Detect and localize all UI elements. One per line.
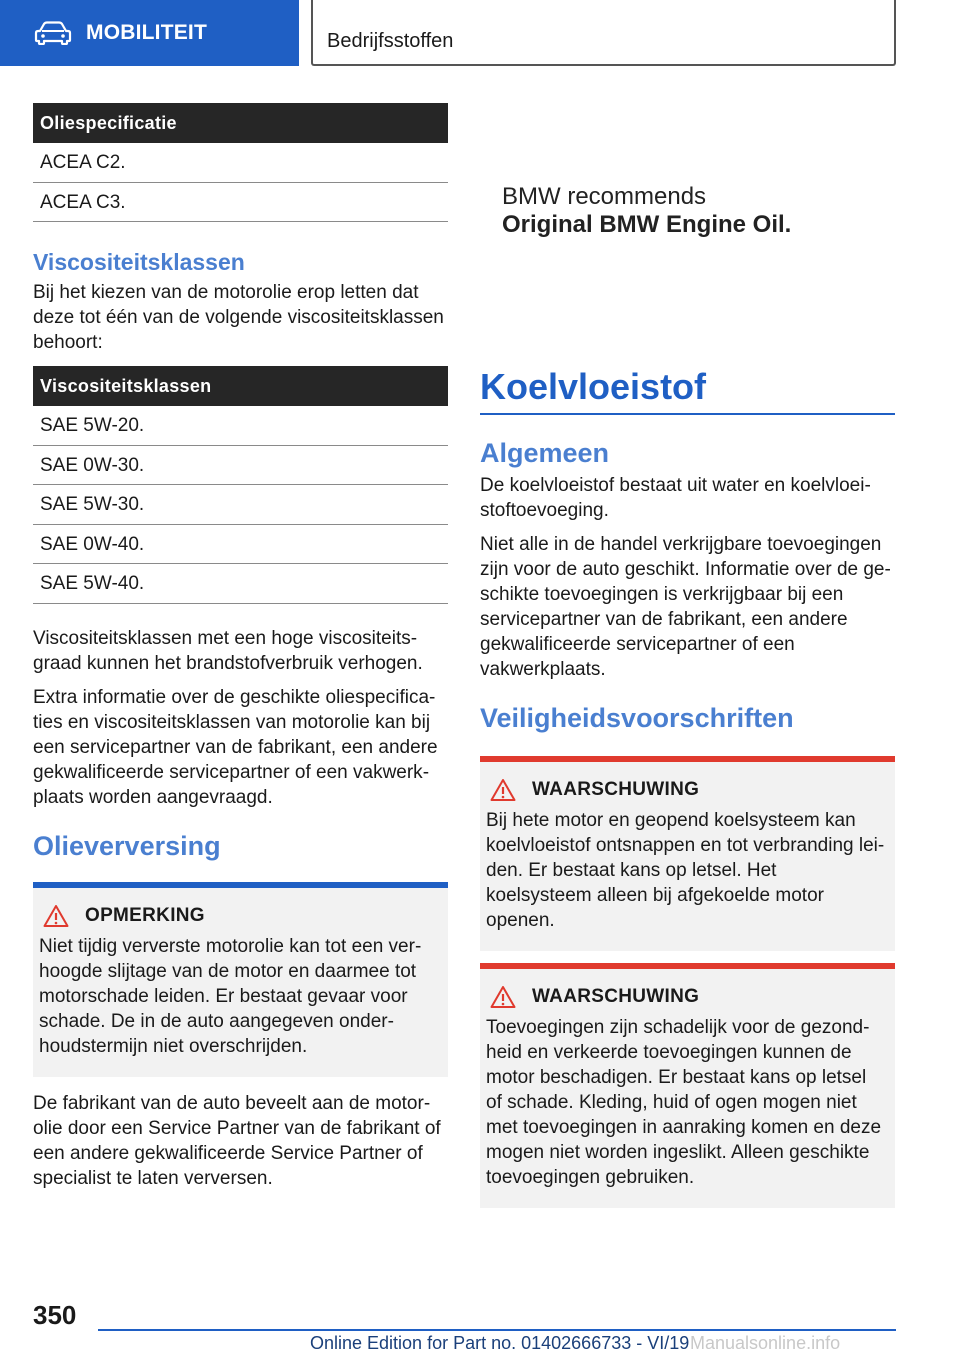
watermark: Manualsonline.info	[690, 1333, 841, 1353]
oil-spec-table-header: Oliespecificatie	[33, 103, 448, 143]
general-paragraph-1: De koelvloeistof bestaat uit water en koelvloeistoftoevoeging.	[480, 475, 871, 521]
footer-edition: Online Edition for Part no. 01402666733 - VI/19	[310, 1333, 690, 1353]
viscosity-note-2: Extra informatie over de geschikte oliespecificaties en viscositeitsklassen van motorolie kan bij een servicepartner van de fabrikant, een andere gekwalificeerde servicepartner of een vakwerkplaats worden aangevraagd.	[33, 686, 438, 808]
chapter-tab	[311, 0, 896, 66]
warning-text-1: Bij hete motor en geopend koelsysteem kan koelvloeistof ontsnappen en tot verbranding leiden. Er bestaat kans op letsel. Het koelsysteem alleen bij afgekoelde motor openen.	[486, 810, 885, 931]
viscosity-table-header: Viscositeitsklassen	[33, 366, 448, 406]
coolant-heading: Koelvloeistof	[480, 365, 895, 415]
viscosity-heading: Viscositeitsklassen	[33, 249, 245, 275]
warning-header-1	[486, 778, 887, 802]
viscosity-intro: Bij het kiezen van de motorolie erop letten dat deze tot één van de volgende viscositeitsklassen behoort:	[33, 282, 444, 353]
table-row: SAE 5W-40.	[33, 564, 448, 604]
warning-text-2: Toevoegingen zijn schadelijk voor de gezondheid en verkeerde toevoegingen kunnen de motor beschadigen. Er bestaat kans op letsel of schade. Kleding, huid of ogen mogen niet met toevoegingen in aanraking komen en deze mogen niet worden ingeslikt. Alleen geschikte toevoegingen gebruiken.	[486, 1017, 882, 1188]
warning-box-2	[480, 963, 895, 1208]
banner-line-2: Original BMW Engine Oil.	[502, 211, 792, 238]
general-heading: Algemeen	[480, 438, 610, 468]
general-paragraph-2: Niet alle in de handel verkrijgbare toevoegingen zijn voor de auto geschikt. Informatie over de geschikte toevoegingen is verkrijgbaar bij een servicepartner van de fabrikant, een andere gekwalificeerde servicepartner of een vakwerkplaats.	[480, 534, 891, 680]
oil-spec-table	[33, 103, 448, 222]
section-label: MOBILITEIT	[86, 21, 207, 44]
oil-change-heading: Olieverversing	[33, 830, 221, 861]
chapter-label: Bedrijfsstoffen	[327, 30, 454, 52]
bmw-oil-banner	[480, 103, 895, 293]
banner-line-1: BMW recommends	[502, 183, 707, 210]
oil-change-text: De fabrikant van de auto beveelt aan de motorolie door een Service Partner van de fabrikant of een andere gekwalificeerde Service Partner of specialist te laten verversen.	[33, 1092, 441, 1189]
notice-box	[33, 882, 448, 1077]
footer-rule	[98, 1329, 896, 1331]
safety-heading: Veiligheidsvoorschriften	[480, 703, 794, 733]
table-row: SAE 5W-30.	[33, 485, 448, 525]
notice-text: Niet tijdig ververste motorolie kan tot een verhoogde slijtage van de motor en daarmee tot motorschade leiden. Er bestaat gevaar voor schade. De in de auto aangegeven onderhoudstermijn niet overschrijden.	[39, 935, 422, 1057]
table-row: SAE 0W-40.	[33, 525, 448, 565]
warning-triangle-icon	[490, 985, 516, 1009]
warning-title-2: WAARSCHUWING	[532, 986, 700, 1007]
car-icon	[34, 21, 72, 45]
viscosity-table	[33, 366, 448, 604]
notice-header	[39, 904, 440, 928]
section-tab	[0, 0, 299, 66]
warning-triangle-icon	[490, 778, 516, 802]
table-row: SAE 5W-20.	[33, 406, 448, 446]
right-column	[480, 103, 895, 1208]
table-row: ACEA C2.	[33, 143, 448, 183]
page-number: 350	[33, 1300, 77, 1330]
table-row: SAE 0W-30.	[33, 446, 448, 486]
left-column	[33, 103, 448, 1191]
viscosity-note-1: Viscositeitsklassen met een hoge viscositeitsgraad kunnen het brandstofverbruik verhogen.	[33, 627, 423, 674]
warning-header-2	[486, 985, 887, 1009]
notice-title: OPMERKING	[85, 904, 205, 926]
warning-triangle-icon	[43, 904, 69, 928]
warning-box-1	[480, 756, 895, 951]
table-row: ACEA C3.	[33, 183, 448, 223]
warning-title-1: WAARSCHUWING	[532, 779, 700, 800]
